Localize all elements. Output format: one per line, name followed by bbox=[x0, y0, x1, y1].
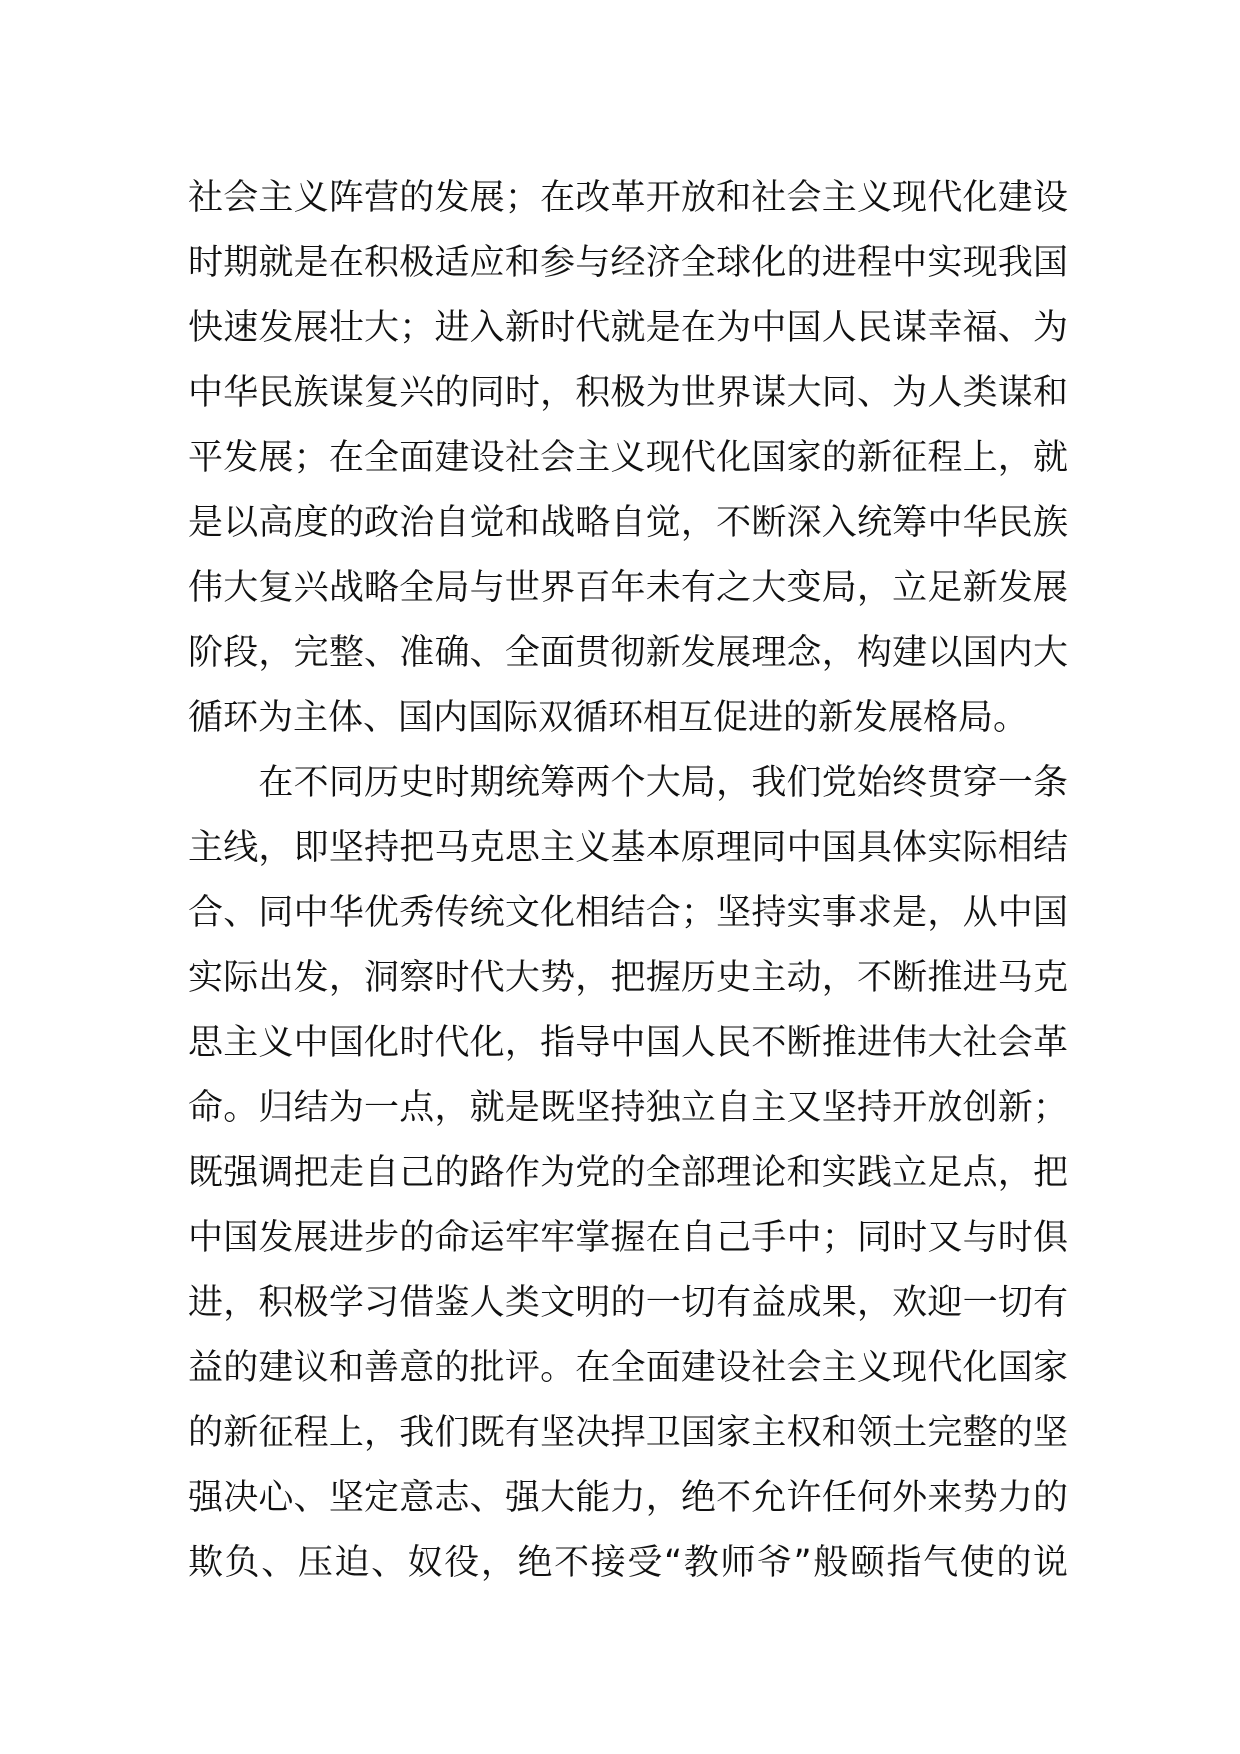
text-line: 命。归结为一点，就是既坚持独立自主又坚持开放创新； bbox=[188, 1088, 1068, 1128]
text-line: 时期就是在积极适应和参与经济全球化的进程中实现我国 bbox=[188, 243, 1068, 283]
text-line: 伟大复兴战略全局与世界百年未有之大变局，立足新发展 bbox=[188, 568, 1068, 608]
text-line: 平发展；在全面建设社会主义现代化国家的新征程上，就 bbox=[188, 438, 1068, 478]
text-line: 强决心、坚定意志、强大能力，绝不允许任何外来势力的 bbox=[188, 1478, 1068, 1518]
text-line: 是以高度的政治自觉和战略自觉，不断深入统筹中华民族 bbox=[188, 503, 1068, 543]
text-line: 中国发展进步的命运牢牢掌握在自己手中；同时又与时俱 bbox=[188, 1218, 1068, 1258]
text-line: 的新征程上，我们既有坚决捍卫国家主权和领土完整的坚 bbox=[188, 1413, 1068, 1453]
text-line: 思主义中国化时代化，指导中国人民不断推进伟大社会革 bbox=[188, 1023, 1068, 1063]
text-line: 既强调把走自己的路作为党的全部理论和实践立足点，把 bbox=[188, 1153, 1068, 1193]
text-line: 阶段，完整、准确、全面贯彻新发展理念，构建以国内大 bbox=[188, 633, 1068, 673]
text-line: 益的建议和善意的批评。在全面建设社会主义现代化国家 bbox=[188, 1348, 1068, 1388]
paragraph-end-line: 循环为主体、国内国际双循环相互促进的新发展格局。 bbox=[188, 698, 1029, 738]
body-text bbox=[188, 166, 1068, 1596]
text-line: 合、同中华优秀传统文化相结合；坚持实事求是，从中国 bbox=[188, 893, 1068, 933]
text-line: 中华民族谋复兴的同时，积极为世界谋大同、为人类谋和 bbox=[188, 373, 1068, 413]
text-line: 快速发展壮大；进入新时代就是在为中国人民谋幸福、为 bbox=[188, 308, 1068, 348]
text-line: 社会主义阵营的发展；在改革开放和社会主义现代化建设 bbox=[188, 178, 1068, 218]
text-line: 实际出发，洞察时代大势，把握历史主动，不断推进马克 bbox=[188, 958, 1068, 998]
text-line: 欺负、压迫、奴役，绝不接受“教师爷”般颐指气使的说 bbox=[188, 1543, 1068, 1583]
paragraph-first-line: 在不同历史时期统筹两个大局，我们党始终贯穿一条 bbox=[188, 763, 1068, 803]
text-line: 进，积极学习借鉴人类文明的一切有益成果，欢迎一切有 bbox=[188, 1283, 1068, 1323]
text-line: 主线，即坚持把马克思主义基本原理同中国具体实际相结 bbox=[188, 828, 1068, 868]
